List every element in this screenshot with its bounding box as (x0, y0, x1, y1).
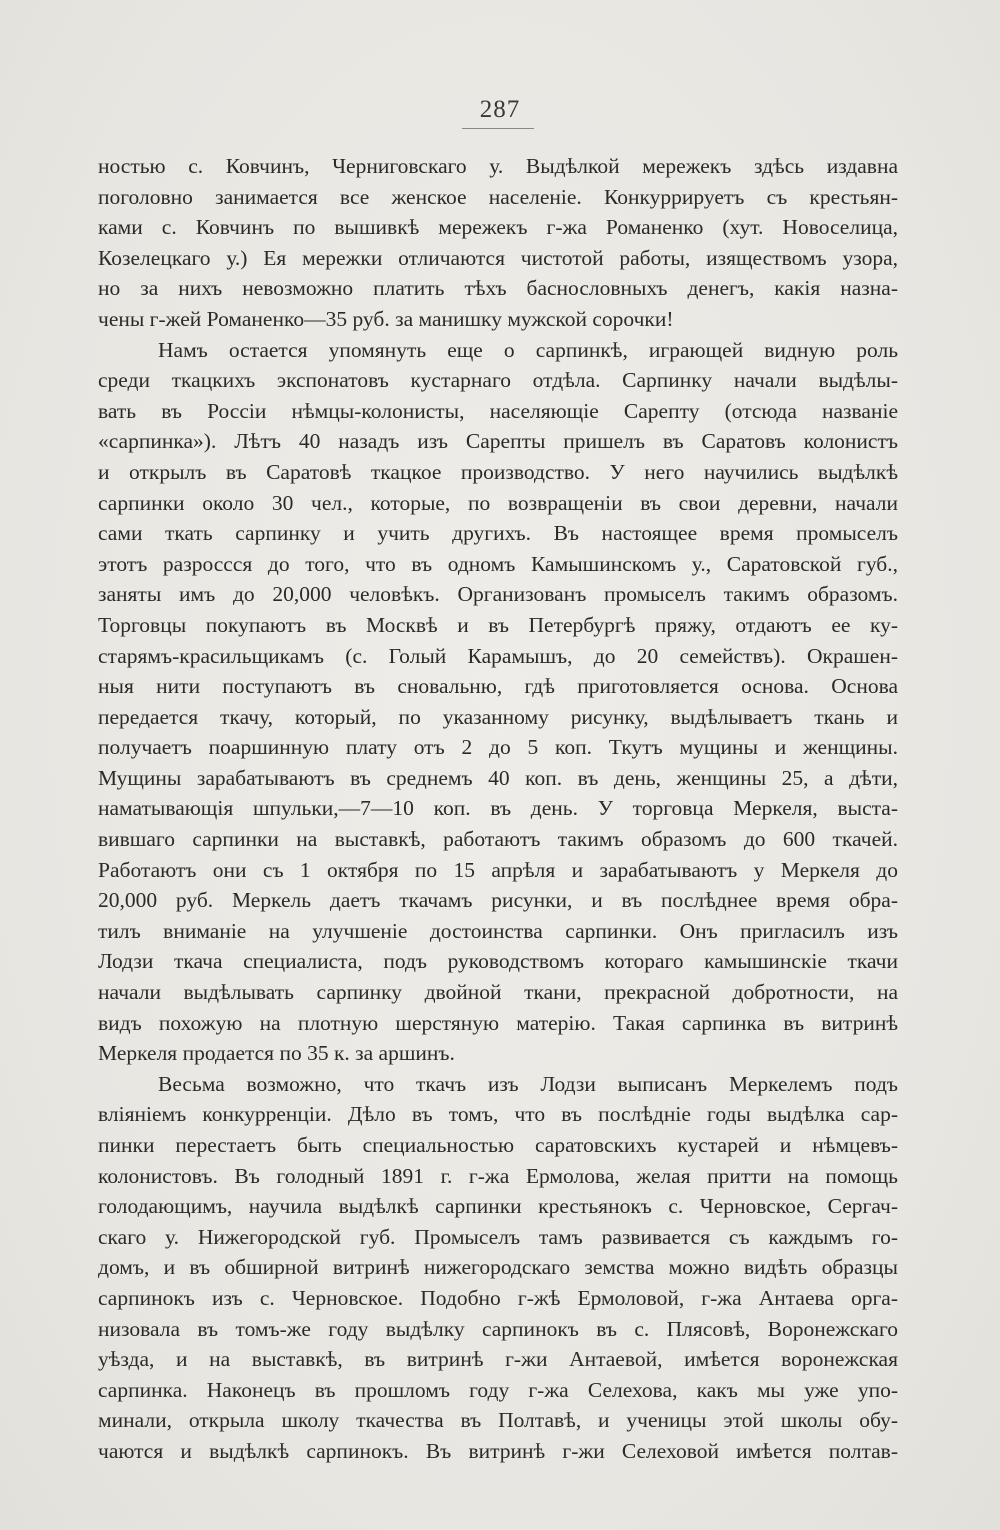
text-line: домъ, и въ обширной витринѣ нижегородскаго земства можно видѣть образцы (98, 1255, 898, 1280)
text-line: ныя нити поступаютъ въ сновальню, гдѣ приготовляется основа. Основа (98, 674, 898, 699)
text-line: видъ похожую на плотную шерстяную матерію. Такая сарпинка въ витринѣ (98, 1010, 898, 1035)
text-line: Намъ остается упомянуть еще о сарпинкѣ, играющей видную роль (158, 337, 898, 362)
text-line: Работаютъ они съ 1 октября по 15 апрѣля и зарабатываютъ у Меркеля до (98, 857, 898, 882)
text-line: старямъ-красильщикамъ (с. Голый Карамышъ, до 20 семействъ). Окрашен- (98, 643, 898, 668)
text-line: и открылъ въ Саратовѣ ткацкое производство. У него научились выдѣлкѣ (98, 459, 898, 484)
text-line: чаются и выдѣлкѣ сарпинокъ. Въ витринѣ г-жи Селеховой имѣется полтав- (98, 1438, 898, 1463)
text-line: среди ткацкихъ экспонатовъ кустарнаго отдѣла. Сарпинку начали выдѣлы- (98, 368, 898, 393)
text-line: начали выдѣлывать сарпинку двойной ткани, прекрасной добротности, на (98, 980, 898, 1005)
text-line: Торговцы покупаютъ въ Москвѣ и въ Петербургѣ пряжу, отдаютъ ее ку- (98, 612, 898, 637)
page-number: 287 (479, 96, 521, 123)
text-line: вліяніемъ конкурренціи. Дѣло въ томъ, что въ послѣдніе годы выдѣлка сар- (98, 1102, 898, 1127)
text-line: уѣзда, и на выставкѣ, въ витринѣ г-жи Антаевой, имѣется воронежская (98, 1347, 898, 1372)
text-line: сарпинокъ изъ с. Черновское. Подобно г-жѣ Ермоловой, г-жа Антаева орга- (98, 1285, 898, 1310)
text-line: вать въ Россіи нѣмцы-колонисты, населяющіе Сарепту (отсюда названіе (98, 398, 898, 423)
text-line: вившаго сарпинки на выставкѣ, работаютъ такимъ образомъ до 600 ткачей. (98, 827, 898, 852)
text-line: 20,000 руб. Меркель даетъ ткачамъ рисунки, и въ послѣднее время обра- (98, 888, 898, 913)
text-line: Лодзи ткача специалиста, подъ руководствомъ котораго камышинскіе ткачи (98, 949, 898, 974)
text-line: заняты имъ до 20,000 человѣкъ. Организованъ промыселъ такимъ образомъ. (98, 582, 898, 607)
text-line: чены г-жей Романенко—35 руб. за манишку мужской сорочки! (98, 306, 674, 331)
page-number-rule (462, 128, 534, 129)
text-line: Меркеля продается по 35 к. за аршинъ. (98, 1041, 455, 1066)
text-line: сарпинка. Наконецъ въ прошломъ году г-жа Селехова, какъ мы уже упо- (98, 1377, 898, 1402)
text-line: передается ткачу, который, по указанному рисунку, выдѣлываетъ ткань и (98, 704, 898, 729)
text-line: «сарпинка»). Лѣтъ 40 назадъ изъ Сарепты пришелъ въ Саратовъ колонистъ (98, 429, 898, 454)
text-line: колонистовъ. Въ голодный 1891 г. г-жа Ермолова, желая притти на помощь (98, 1163, 898, 1188)
body-text (98, 151, 898, 1467)
text-line: тилъ вниманіе на улучшеніе достоинства сарпинки. Онъ пригласилъ изъ (98, 918, 898, 943)
text-line: ками с. Ковчинъ по вышивкѣ мережекъ г-жа Романенко (хут. Новоселица, (98, 215, 898, 240)
text-line: поголовно занимается все женское населеніе. Конкуррируетъ съ крестьян- (98, 184, 898, 209)
text-line: получаетъ поаршинную плату отъ 2 до 5 коп. Ткутъ мущины и женщины. (98, 735, 898, 760)
text-line: сами ткать сарпинку и учить другихъ. Въ настоящее время промыселъ (98, 521, 898, 546)
text-line: наматывающія шпульки,—7—10 коп. въ день. У торговца Меркеля, выста- (98, 796, 898, 821)
text-line: ностью с. Ковчинъ, Черниговскаго у. Выдѣлкой мережекъ здѣсь издавна (98, 154, 898, 178)
text-line: Мущины зарабатываютъ въ среднемъ 40 коп. въ день, женщины 25, а дѣти, (98, 765, 898, 790)
text-line: Весьма возможно, что ткачъ изъ Лодзи выписанъ Меркелемъ подъ (158, 1071, 898, 1096)
text-line: но за нихъ невозможно платить тѣхъ баснословныхъ денегъ, какія назна- (98, 276, 898, 301)
text-line: этотъ разроссся до того, что въ одномъ Камышинскомъ у., Саратовской губ., (98, 551, 898, 576)
text-line: пинки перестаетъ быть специальностью саратовскихъ кустарей и нѣмцевъ- (98, 1133, 898, 1157)
text-line: скаго у. Нижегородской губ. Промыселъ тамъ развивается съ каждымъ го- (98, 1224, 898, 1249)
text-line: минали, открыла школу ткачества въ Полтавѣ, и ученицы этой школы обу- (98, 1408, 898, 1433)
text-line: сарпинки около 30 чел., которые, по возвращеніи въ свои деревни, начали (98, 490, 898, 515)
text-line: Козелецкаго у.) Ея мережки отличаются чистотой работы, изяществомъ узора, (98, 245, 898, 270)
text-line: низовала въ томъ-же году выдѣлку сарпинокъ въ с. Плясовѣ, Воронежскаго (98, 1316, 898, 1341)
text-line: голодающимъ, научила выдѣлкѣ сарпинки крестьянокъ с. Черновское, Сергач- (98, 1194, 898, 1219)
